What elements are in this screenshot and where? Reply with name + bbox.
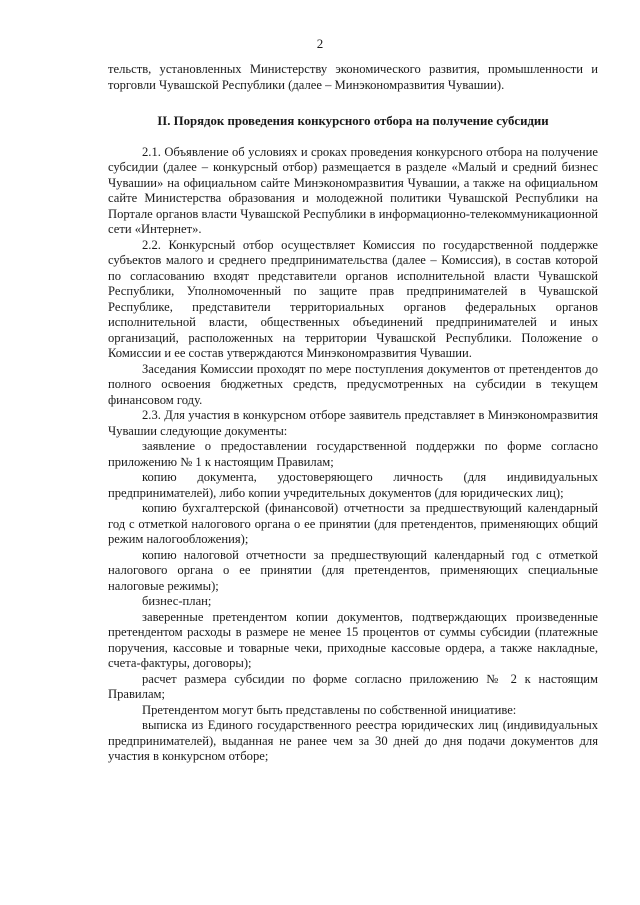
paragraph-optional-documents: Претендентом могут быть представлены по собственной инициативе:: [142, 702, 517, 717]
list-item-accounting-report: копию бухгалтерской (финансовой) отчетности за предшествующий календарный год с отметкой налогового органа о ее принятии (для претендентов, применяющих общий режим налогообложения);: [108, 501, 598, 546]
list-item-identity-document: копию документа, удостоверяющего личность (для индивидуальных предпринимателей), либо копии учредительных документов (для юридических лиц);: [108, 470, 598, 500]
section-heading: II. Порядок проведения конкурсного отбора на получение субсидии: [157, 114, 549, 128]
list-item-registry-extract: выписка из Единого государственного реестра юридических лиц (индивидуальных предпринимателей), выданная не ранее чем за 30 дней до дня подачи документов для участия в конкурсном отборе;: [108, 718, 598, 763]
list-item-tax-report: копию налоговой отчетности за предшествующий календарный год с отметкой налогового органа о ее принятии (для претендентов, применяющих специальные налоговые режимы);: [108, 547, 598, 593]
paragraph-continuation: тельств, установленных Министерству экономического развития, промышленности и торговли Чувашской Республики (далее – Минэкономразвития Чувашии).: [108, 62, 598, 92]
paragraph-commission-meetings: Заседания Комиссии проходят по мере поступления документов от претендентов до полного освоения бюджетных средств, предусмотренных на субсидии в текущем финансовом году.: [108, 361, 598, 407]
list-item-subsidy-calculation: расчет размера субсидии по форме согласно приложению № 2 к настоящим Правилам;: [108, 671, 598, 701]
page-number: 2: [316, 36, 324, 51]
list-item-application: заявление о предоставлении государственной поддержки по форме согласно приложению № 1 к настоящим Правилам;: [108, 439, 598, 469]
list-item-expense-documents: заверенные претендентом копии документов, подтверждающих произведенные претендентом расходы в размере не менее 15 процентов от суммы субсидии (платежные поручения, кассовые и товарные чеки, приходные кассовые ордера, а также накладные, счета-фактуры, договоры);: [108, 609, 598, 670]
paragraph-2-1: 2.1. Объявление об условиях и сроках проведения конкурсного отбора на получение субсидии (далее – конкурсный отбор) размещается в разделе «Малый и средний бизнес Чувашии» на официальном сайте Минэкономразвития Чувашии, а также на официальном сайте Министерства образования и молодежной политики Чувашской Республики на Портале органов власти Чувашской Республики в информационно-телекоммуникационной сети «Интернет».: [108, 144, 598, 236]
paragraph-2-2: 2.2. Конкурсный отбор осуществляет Комиссия по государственной поддержке субъектов малого и среднего предпринимательства (далее – Комиссия), в состав которой по согласованию входят представители органов исполнительной власти Чувашской Республики, Уполномоченный по защите прав предпринимателей в Чувашской Республике, представители территориальных органов федеральных органов исполнительной власти, общественных объединений предпринимателей и иных организаций, расположенных на территории Чувашской Республики. Положение о Комиссии и ее состав утверждаются Минэкономразвития Чувашии.: [108, 237, 598, 360]
paragraph-2-3: 2.3. Для участия в конкурсном отборе заявитель представляет в Минэкономразвития Чувашии следующие документы:: [108, 408, 598, 438]
document-body: [108, 62, 598, 765]
list-item-business-plan: бизнес-план;: [142, 594, 212, 608]
